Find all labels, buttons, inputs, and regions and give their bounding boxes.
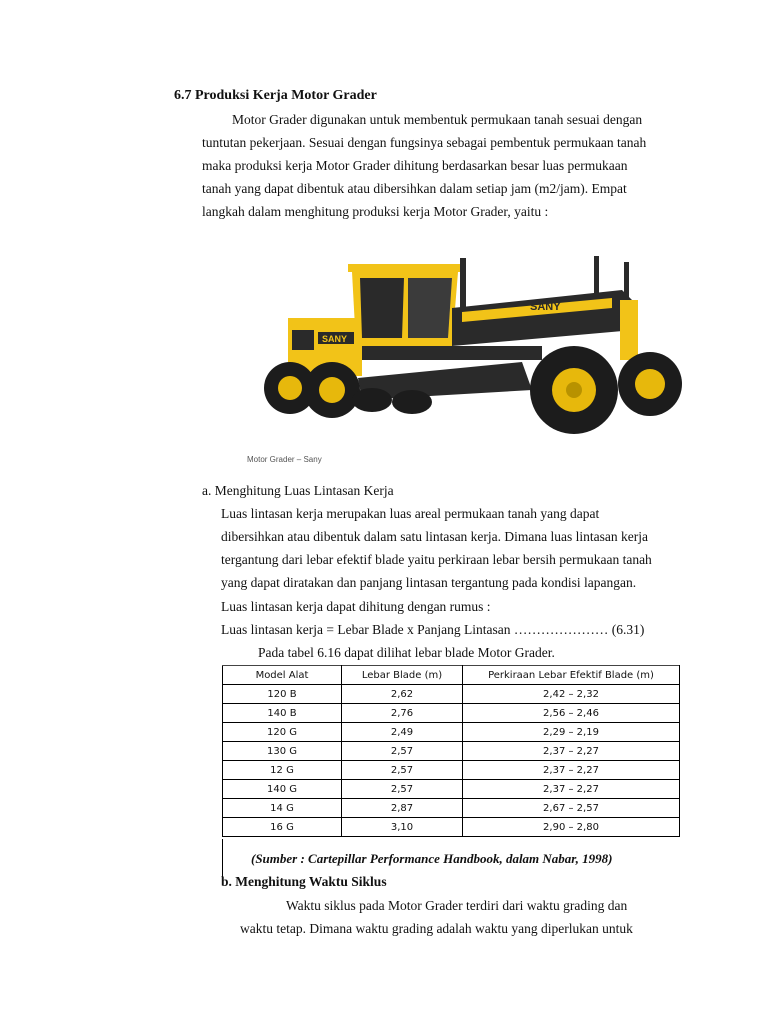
cell-blade-width: 2,87 [342,799,463,818]
cell-blade-width: 2,62 [342,685,463,704]
part-b-title: b. Menghitung Waktu Siklus [221,874,387,889]
cell-effective-width: 2,37 – 2,27 [463,761,680,780]
light-post-left [594,256,599,296]
part-a-line-3: tergantung dari lebar efektif blade yaitu perkiraan lebar bersih permukaan tanah [221,552,652,567]
cell-effective-width: 2,37 – 2,27 [463,780,680,799]
cell-model: 120 G [223,723,342,742]
blade-width-table [222,665,680,837]
rear-rim-1 [278,376,302,400]
front-rim-2 [635,369,665,399]
tandem-tire-1 [352,388,392,412]
intro-line-4: tanah yang dapat dibentuk atau dibersihkan dalam setiap jam (m2/jam). Empat [202,181,627,196]
header-model: Model Alat [223,666,342,685]
drawbar [362,346,542,360]
cell-blade-width: 2,49 [342,723,463,742]
table-intro: Pada tabel 6.16 dapat dilihat lebar blade Motor Grader. [258,645,555,660]
cell-effective-width: 2,90 – 2,80 [463,818,680,837]
figure-caption: Motor Grader – Sany [247,455,322,464]
cell-effective-width: 2,42 – 2,32 [463,685,680,704]
table-row [223,761,680,780]
table-source: (Sumber : Cartepillar Performance Handbook, dalam Nabar, 1998) [251,851,613,866]
part-a-line-4: yang dapat diratakan dan panjang lintasan tergantung pada kondisi lapangan. [221,575,637,590]
cell-model: 14 G [223,799,342,818]
table-header-row [223,666,680,685]
rear-rim-2 [319,377,345,403]
brand-label-rear: SANY [322,334,348,344]
intro-line-2: tuntutan pekerjaan. Sesuai dengan fungsinya sebagai pembentuk permukaan tanah [202,135,647,150]
cell-effective-width: 2,56 – 2,46 [463,704,680,723]
cell-model: 12 G [223,761,342,780]
cell-blade-width: 2,57 [342,780,463,799]
formula-line: Luas lintasan kerja = Lebar Blade x Panjang Lintasan ………………… (6.31) [221,622,645,637]
table-row [223,742,680,761]
table-row [223,723,680,742]
cab-roof [348,264,460,272]
section-heading: 6.7 Produksi Kerja Motor Grader [174,88,377,103]
engine-grille [292,330,314,350]
cab-window-left [360,278,404,338]
cell-model: 140 B [223,704,342,723]
intro-line-3: maka produksi kerja Motor Grader dihitung berdasarkan besar luas permukaan [202,158,628,173]
header-blade-width: Lebar Blade (m) [342,666,463,685]
cell-blade-width: 2,57 [342,761,463,780]
part-a-title: a. Menghitung Luas Lintasan Kerja [202,483,394,498]
cell-effective-width: 2,37 – 2,27 [463,742,680,761]
front-axle-housing [620,300,638,360]
table-row [223,704,680,723]
part-b-line-1: Waktu siklus pada Motor Grader terdiri dari waktu grading dan [286,898,628,913]
part-a-line-5: Luas lintasan kerja dapat dihitung dengan rumus : [221,599,491,614]
part-a-line-1: Luas lintasan kerja merupakan luas areal permukaan tanah yang dapat [221,506,600,521]
table-row [223,685,680,704]
cell-effective-width: 2,67 – 2,57 [463,799,680,818]
cell-model: 130 G [223,742,342,761]
cell-model: 140 G [223,780,342,799]
exhaust-pipe [460,258,466,308]
front-hub-1 [566,382,582,398]
tandem-tire-2 [392,390,432,414]
table-row [223,780,680,799]
table-row [223,818,680,837]
intro-line-1: Motor Grader digunakan untuk membentuk permukaan tanah sesuai dengan [232,112,643,127]
table-left-rule [222,839,223,877]
cab-window-right [408,278,452,338]
light-post-right [624,262,629,298]
cell-blade-width: 2,57 [342,742,463,761]
cell-model: 120 B [223,685,342,704]
cell-effective-width: 2,29 – 2,19 [463,723,680,742]
cell-blade-width: 3,10 [342,818,463,837]
part-b-line-2: waktu tetap. Dimana waktu grading adalah waktu yang diperlukan untuk [240,921,633,936]
intro-line-5: langkah dalam menghitung produksi kerja Motor Grader, yaitu : [202,204,549,219]
part-a-line-2: dibersihkan atau dibentuk dalam satu lintasan kerja. Dimana luas lintasan kerja [221,529,648,544]
motor-grader-image [262,250,686,446]
brand-label-frame: SANY [530,301,561,313]
cell-model: 16 G [223,818,342,837]
table-row [223,799,680,818]
header-effective-width: Perkiraan Lebar Efektif Blade (m) [463,666,680,685]
cell-blade-width: 2,76 [342,704,463,723]
